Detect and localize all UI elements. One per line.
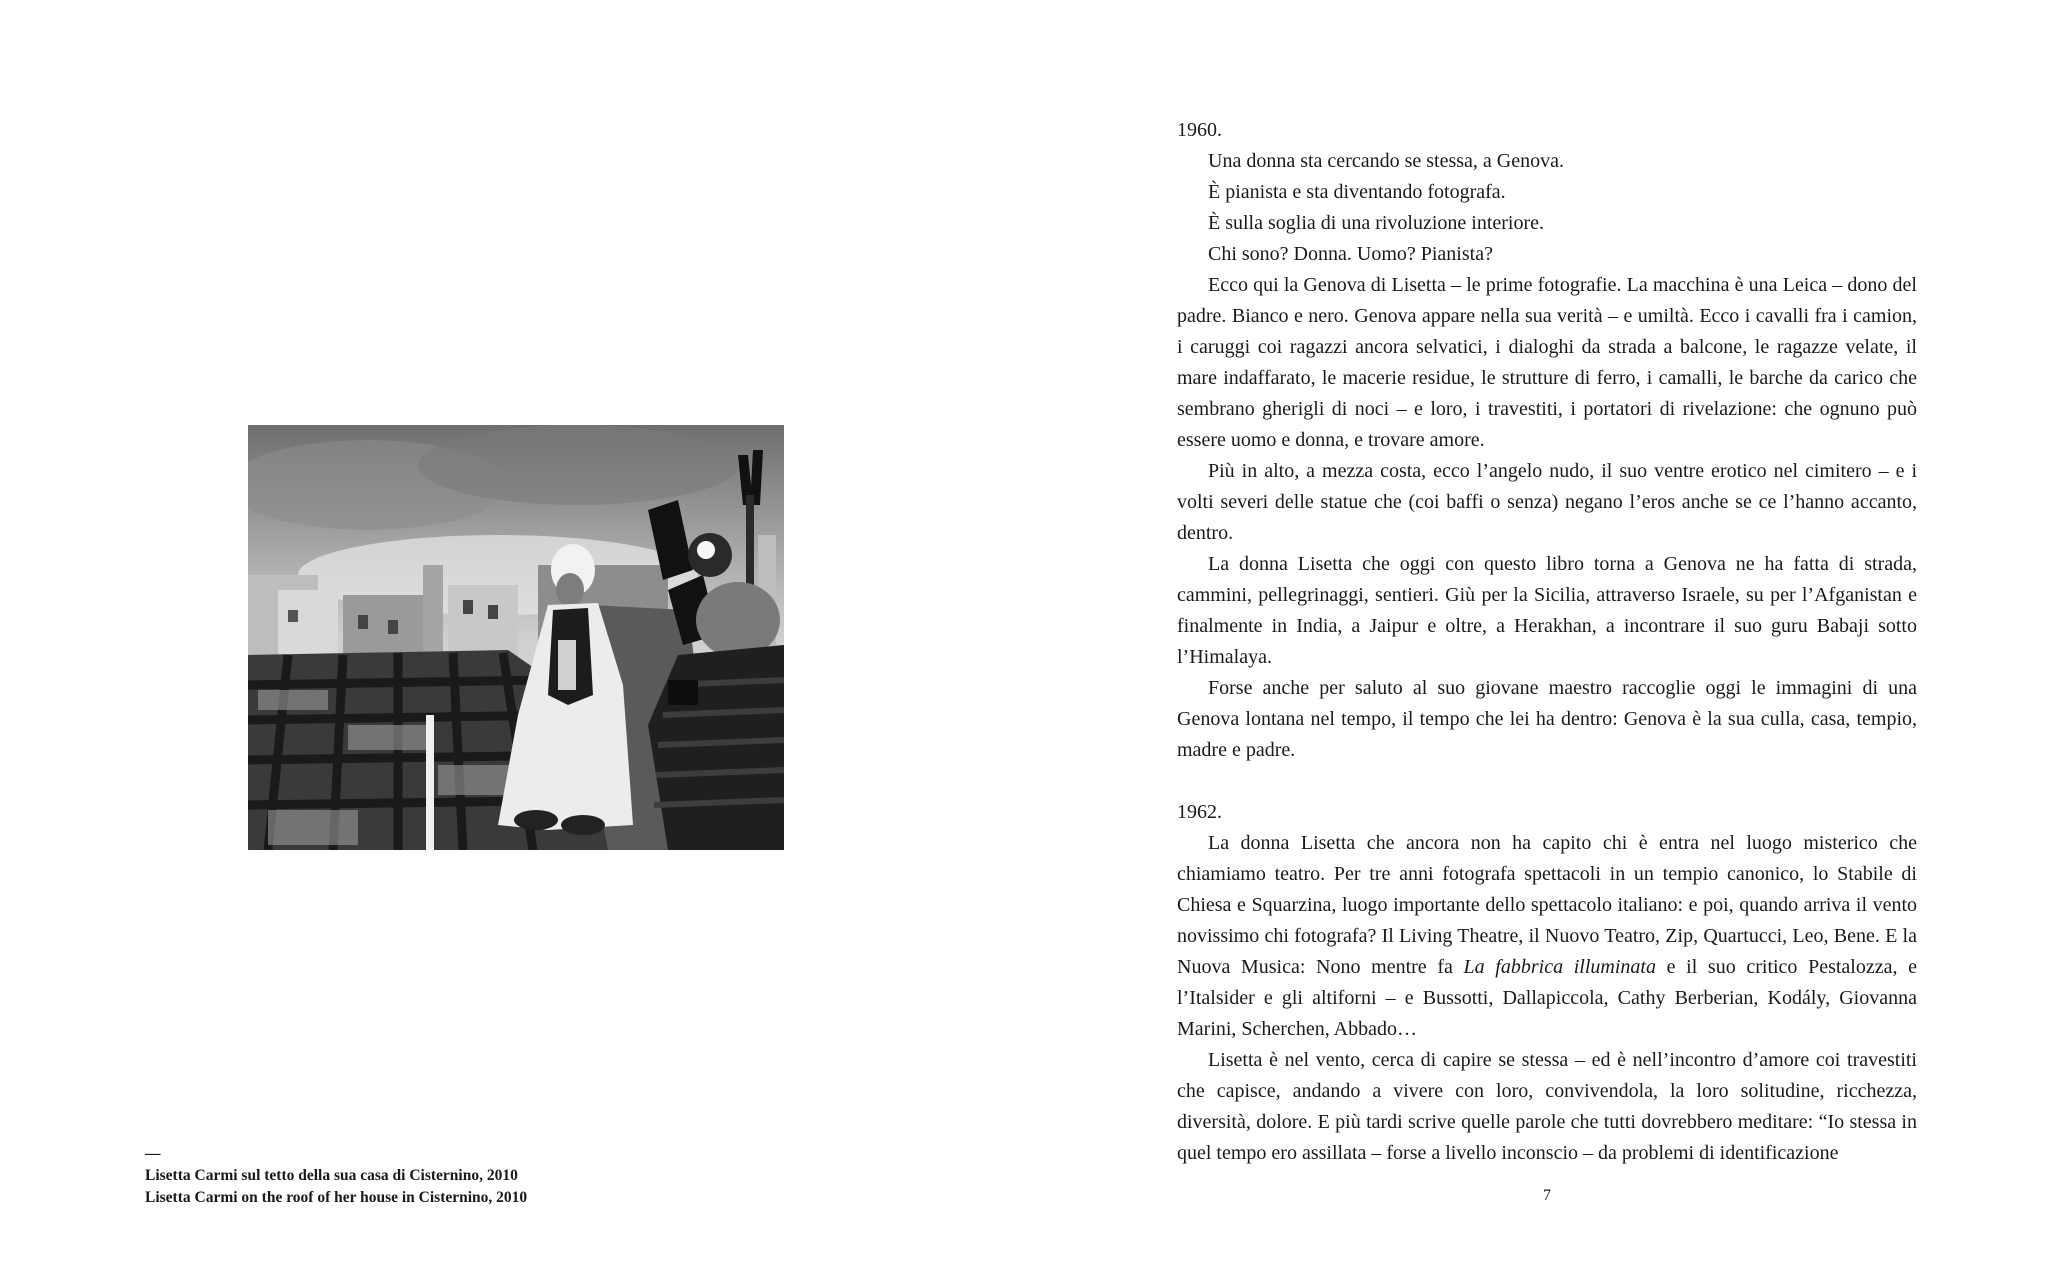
paragraph: Chi sono? Donna. Uomo? Pianista? [1208, 243, 1493, 265]
paragraph: È sulla soglia di una rivoluzione interiore. [1208, 212, 1545, 234]
work-title: La fabbrica illuminata [1463, 956, 1656, 978]
paragraph-text: La donna Lisetta che ancora non ha capito chi è entra nel luogo misterico che chiamiamo teatro. Per tre anni fotografa spettacoli in un tempio canonico, lo Stabile di Chiesa e Squarzina, luogo importante dello spettacolo italiano: e poi, quando arriva il vento novissimo chi fotografa? Il Living Theatre, il Nuovo Teatro, Zip, Quartucci, Leo, Bene. E la Nuova Musica: Nono mentre fa [1177, 832, 1917, 978]
paragraph: Forse anche per saluto al suo giovane maestro raccoglie oggi le immagini di una Genova lontana nel tempo, il tempo che lei ha dentro: Genova è la sua culla, casa, tempio, madre e padre. [1177, 677, 1917, 761]
caption-dash: — [145, 1145, 161, 1162]
year-heading: 1960. [1177, 119, 1222, 141]
paragraph: Lisetta è nel vento, cerca di capire se stessa – ed è nell’incontro d’amore coi travestiti che capisce, andando a vivere con loro, convivendola, la loro solitudine, ricchezza, diversità, dolore. E più tardi scrive quelle parole che tutti dovrebbero meditare: “Io stessa in quel tempo ero assillata – forse a livello inconscio – da problemi di identificazione [1177, 1049, 1917, 1164]
paragraph [1177, 828, 1917, 1045]
paragraph: Più in alto, a mezza costa, ecco l’angelo nudo, il suo ventre erotico nel cimitero – e i volti severi delle statue che (coi baffi o senza) negano l’eros anche se ce l’hanno accanto, dentro. [1177, 460, 1917, 544]
paragraph: Ecco qui la Genova di Lisetta – le prime fotografie. La macchina è una Leica – dono del padre. Bianco e nero. Genova appare nella sua verità – e umiltà. Ecco i cavalli fra i camion, i caruggi coi ragazzi ancora selvatici, i dialoghi da strada a balcone, le ragazze velate, il mare indaffarato, le macerie residue, le strutture di ferro, i camalli, le barche da carico che sembrano gherigli di noci – e loro, i travestiti, i portatori di rivelazione: che ognuno può essere uomo e donna, e trovare amore. [1177, 274, 1917, 451]
paragraph: È pianista e sta diventando fotografa. [1208, 181, 1506, 203]
page-number: 7 [1543, 1187, 1551, 1204]
paragraph-text: e il suo critico Pestalozza, e l’Italsider e gli altiforni – e Bussotti, Dallapiccola, Cathy Berberian, Kodály, Giovanna Marini, Scherchen, Abbado… [1177, 956, 1918, 1040]
caption-english: Lisetta Carmi on the roof of her house in Cisternino, 2010 [145, 1189, 528, 1206]
photo-lisetta-rooftop [248, 425, 784, 850]
year-heading: 1962. [1177, 801, 1222, 823]
caption-italian: Lisetta Carmi sul tetto della sua casa di Cisternino, 2010 [145, 1167, 518, 1184]
paragraph: La donna Lisetta che oggi con questo libro torna a Genova ne ha fatta di strada, cammini, pellegrinaggi, sentieri. Giù per la Sicilia, attraverso Israele, su per l’Afganistan e finalmente in India, a Jaipur e oltre, a Herakhan, a incontrare il suo guru Babaji sotto l’Himalaya. [1177, 553, 1917, 668]
paragraph: Una donna sta cercando se stessa, a Genova. [1208, 150, 1564, 172]
photo-caption [145, 1143, 665, 1209]
photo-image [248, 425, 784, 850]
body-text [1177, 115, 1917, 1169]
